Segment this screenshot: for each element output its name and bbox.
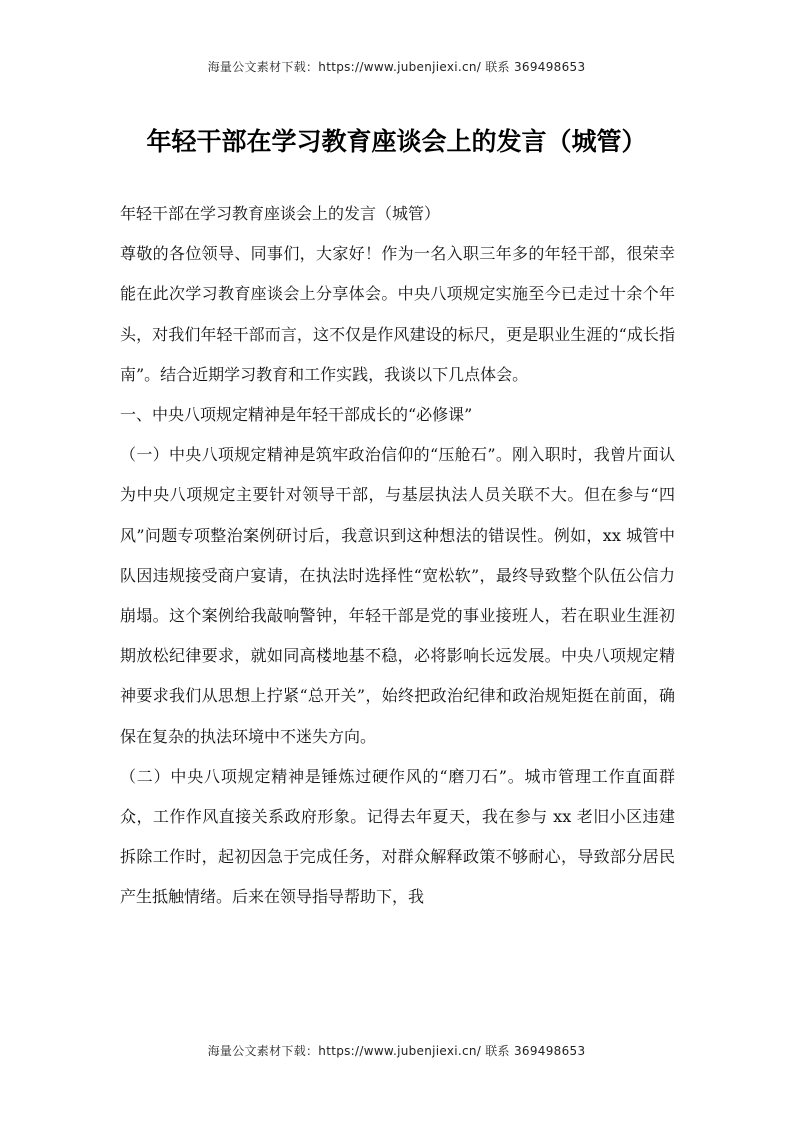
page-footer: 海量公文素材下载：https://www.jubenjiexi.cn/ 联系 369498653: [207, 1044, 586, 1058]
paragraph-greeting: 尊敬的各位领导、同事们，大家好！作为一名入职三年多的年轻干部，很荣幸能在此次学习教育座谈会上分享体会。中央八项规定实施至今已走过十余个年头，对我们年轻干部而言，这不仅是作风建设的标尺，更是职业生涯的“成长指南”。结合近期学习教育和工作实践，我谈以下几点体会。: [120, 244, 675, 384]
section-heading-1: 一、中央八项规定精神是年轻干部成长的“必修课”: [120, 405, 473, 425]
paragraph-point-2: （二）中央八项规定精神是锤炼过硬作风的“磨刀石”。城市管理工作直面群众，工作作风直接关系政府形象。记得去年夏天，我在参与 xx 老旧小区违建拆除工作时，起初因急于完成任务，对群众解释政策不够耐心，导致部分居民产生抵触情绪。后来在领导指导帮助下，我: [120, 766, 675, 907]
paragraph-point-1: （一）中央八项规定精神是筑牢政治信仰的“压舱石”。刚入职时，我曾片面认为中央八项规定主要针对领导干部，与基层执法人员关联不大。但在参与“四风”问题专项整治案例研讨后，我意识到这种想法的错误性。例如，xx 城管中队因违规接受商户宴请，在执法时选择性“宽松软”，最终导致整个队伍公信力崩塌。这个案例给我敲响警钟，年轻干部是党的事业接班人，若在职业生涯初期放松纪律要求，就如同高楼地基不稳，必将影响长远发展。中央八项规定精神要求我们从思想上拧紧“总开关”，始终把政治纪律和政治规矩挺在前面，确保在复杂的执法环境中不迷失方向。: [120, 445, 675, 746]
document-body: [120, 194, 675, 918]
document-title: 年轻干部在学习教育座谈会上的发言（城管）: [146, 127, 647, 156]
page-header: 海量公文素材下载：https://www.jubenjiexi.cn/ 联系 369498653: [207, 60, 586, 74]
paragraph-subtitle: 年轻干部在学习教育座谈会上的发言（城管）: [120, 204, 441, 223]
